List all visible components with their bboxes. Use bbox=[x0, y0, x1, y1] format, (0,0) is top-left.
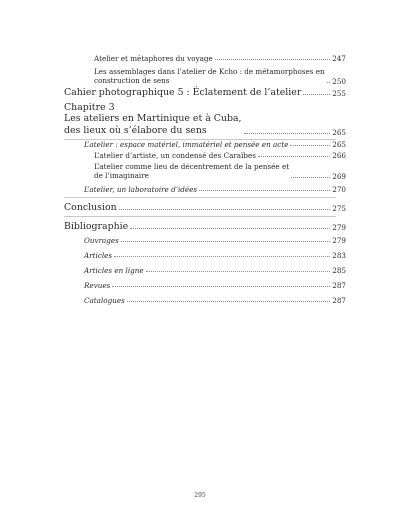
dot-leader bbox=[119, 209, 331, 210]
dot-leader bbox=[114, 256, 330, 257]
toc-entry-label: Ouvrages bbox=[84, 236, 119, 245]
toc-entry-label: Articles en ligne bbox=[84, 266, 144, 275]
toc-page-number: 270 bbox=[332, 185, 346, 194]
toc-page-number: 250 bbox=[332, 77, 346, 87]
dot-leader bbox=[327, 82, 331, 83]
toc-page-number: 255 bbox=[332, 89, 346, 99]
toc-page-number: 265 bbox=[332, 127, 346, 137]
toc-entry-atelier-espace bbox=[84, 141, 346, 148]
toc-entry-label: Revues bbox=[84, 281, 111, 290]
toc-entry-label-line1: L’atelier comme lieu de décentrement de la pensée et bbox=[94, 162, 290, 171]
toc-page-number: 279 bbox=[332, 223, 346, 233]
toc-entry-bibliographie bbox=[64, 222, 346, 231]
toc-entry-label: Bibliographie bbox=[64, 221, 129, 232]
toc-entry-label-line2: Les ateliers en Martinique et à Cuba, bbox=[64, 113, 242, 125]
toc-page-number: 269 bbox=[332, 172, 346, 182]
dot-leader bbox=[291, 177, 330, 178]
toc-entry-ouvrages bbox=[84, 237, 346, 244]
toc-entry-assemblages-kcho bbox=[94, 68, 346, 85]
toc-entry-label bbox=[94, 68, 325, 85]
toc-page-number: 247 bbox=[332, 54, 346, 63]
dot-leader bbox=[290, 145, 330, 146]
toc-entry-articles-en-ligne bbox=[84, 267, 346, 274]
toc-entry-atelier-metaphores bbox=[94, 55, 346, 62]
toc-page-number: 283 bbox=[332, 251, 346, 260]
toc-entry-label-line3: des lieux où s’élabore du sens bbox=[64, 124, 207, 136]
toc-entry-label: L’atelier : espace matériel, immatériel et pensée en acte bbox=[84, 140, 289, 149]
dot-leader bbox=[303, 94, 330, 95]
dot-leader bbox=[199, 190, 330, 191]
toc-page-number: 266 bbox=[332, 151, 346, 160]
dot-leader bbox=[112, 286, 330, 287]
toc-page-number: 275 bbox=[332, 204, 346, 214]
dot-leader bbox=[215, 59, 331, 60]
section-divider bbox=[64, 216, 336, 217]
toc-page-number: 287 bbox=[332, 281, 346, 290]
toc-entry-atelier-laboratoire bbox=[84, 186, 346, 193]
toc-entry-label-line1: Les assemblages dans l’atelier de Kcho : de métamorphoses en bbox=[94, 67, 325, 76]
toc-page-number: 265 bbox=[332, 140, 346, 149]
toc-entry-label: Articles bbox=[84, 251, 113, 260]
toc-entry-label-line1: Chapitre 3 bbox=[64, 102, 115, 113]
toc-entry-cahier-photographique-5 bbox=[64, 88, 346, 97]
page-folio: 295 bbox=[194, 492, 206, 499]
toc-page-number: 287 bbox=[332, 296, 346, 305]
toc-entry-articles bbox=[84, 252, 346, 259]
toc-entry-label: L’atelier, un laboratoire d’idées bbox=[84, 185, 198, 194]
toc-entry-label bbox=[64, 102, 242, 136]
toc-entry-label bbox=[94, 163, 289, 180]
toc-entry-label: Conclusion bbox=[64, 202, 117, 213]
dot-leader bbox=[244, 133, 331, 134]
toc-entry-conclusion bbox=[64, 203, 346, 212]
dot-leader bbox=[127, 301, 331, 302]
toc-entry-label: Cahier photographique 5 : Éclatement de l’atelier bbox=[64, 87, 302, 98]
toc-entry-chapitre-3 bbox=[64, 102, 346, 136]
dot-leader bbox=[146, 271, 331, 272]
section-divider bbox=[64, 197, 336, 198]
toc-entry-atelier-caraibes bbox=[94, 152, 346, 159]
dot-leader bbox=[258, 156, 330, 157]
toc-entry-label: Catalogues bbox=[84, 296, 125, 305]
dot-leader bbox=[121, 241, 330, 242]
toc-entry-label-line2: construction de sens bbox=[94, 75, 170, 85]
toc-entry-catalogues bbox=[84, 297, 346, 304]
toc-page-number: 279 bbox=[332, 236, 346, 245]
toc-entry-atelier-decentrement bbox=[94, 163, 346, 180]
dot-leader bbox=[130, 228, 330, 229]
toc-entry-revues bbox=[84, 282, 346, 289]
toc-entry-label: Atelier et métaphores du voyage bbox=[94, 54, 213, 63]
toc-entry-label-line2: de l’imaginaire bbox=[94, 170, 149, 180]
toc-entry-label: L’atelier d’artiste, un condensé des Caraïbes bbox=[94, 151, 256, 160]
toc-page-number: 285 bbox=[332, 266, 346, 275]
